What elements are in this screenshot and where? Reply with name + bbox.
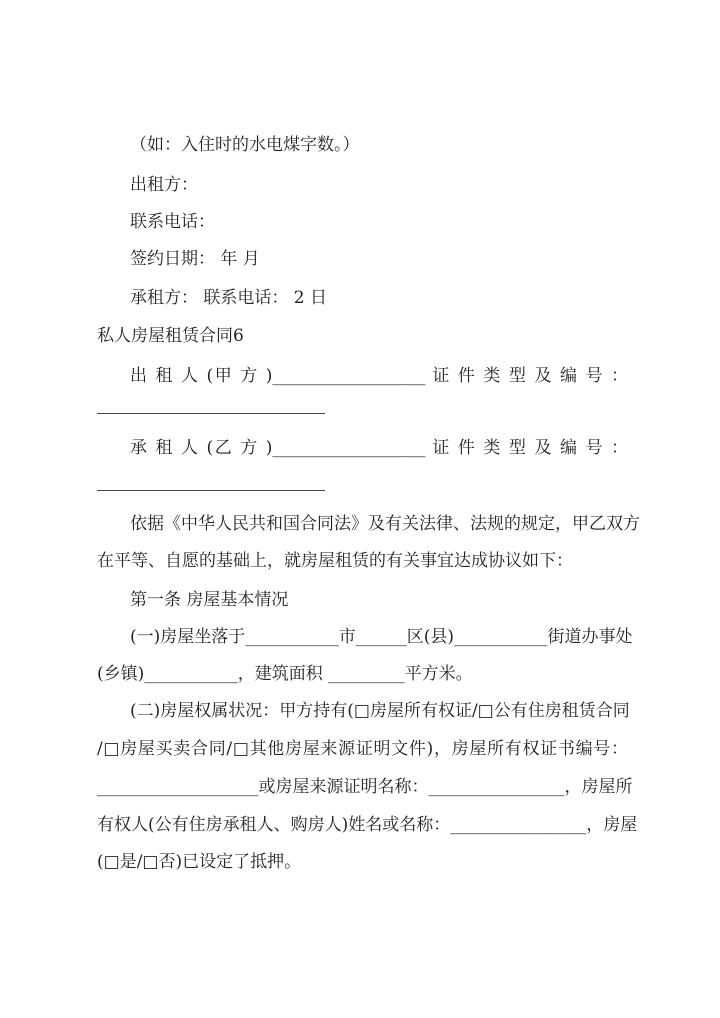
lessee-label: 承租方： 联系电话： 2 日 (130, 288, 328, 308)
location-line-2: (乡镇)___________，建筑面积 _________平方米。 (97, 664, 473, 684)
ownership-line-1: (二)房屋权属状况：甲方持有(□房屋所有权证/□公有住房租赁合同 (130, 701, 630, 721)
phone-label: 联系电话： (130, 212, 215, 232)
party-b-id-blank (97, 490, 325, 491)
sign-date-label: 签约日期： 年 月 (130, 249, 260, 269)
party-a-line: 出 租 人 (甲 方 )__________________ 证 件 类 型 及 编 号 ： (130, 366, 628, 386)
party-a-id-blank (97, 413, 325, 414)
ownership-line-3: ___________________或房屋来源证明名称：________________，房屋所 (97, 777, 633, 797)
document-title: 私人房屋租赁合同6 (97, 326, 244, 346)
party-b-line: 承 租 人 (乙 方 )__________________ 证 件 类 型 及 编 号 ： (130, 438, 628, 458)
ownership-line-5: (□是/□否)已设定了抵押。 (97, 852, 302, 872)
article-1-heading: 第一条 房屋基本情况 (130, 590, 289, 610)
lessor-label: 出租方： (130, 175, 198, 195)
location-line-1: (一)房屋坐落于___________市______区(县)___________街道办事处 (130, 627, 633, 647)
basis-paragraph-1: 依据《中华人民共和国合同法》及有关法律、法规的规定，甲乙双方 (130, 514, 640, 534)
ownership-line-4: 有权人(公有住房承租人、购房人)姓名或名称：________________，房屋 (97, 815, 638, 835)
basis-paragraph-2: 在平等、自愿的基础上，就房屋租赁的有关事宜达成协议如下： (97, 551, 573, 571)
note-line: （如：入住时的水电煤字数。） (130, 135, 360, 155)
ownership-line-2: /□房屋买卖合同/□其他房屋来源证明文件)，房屋所有权证书编号： (97, 739, 628, 759)
